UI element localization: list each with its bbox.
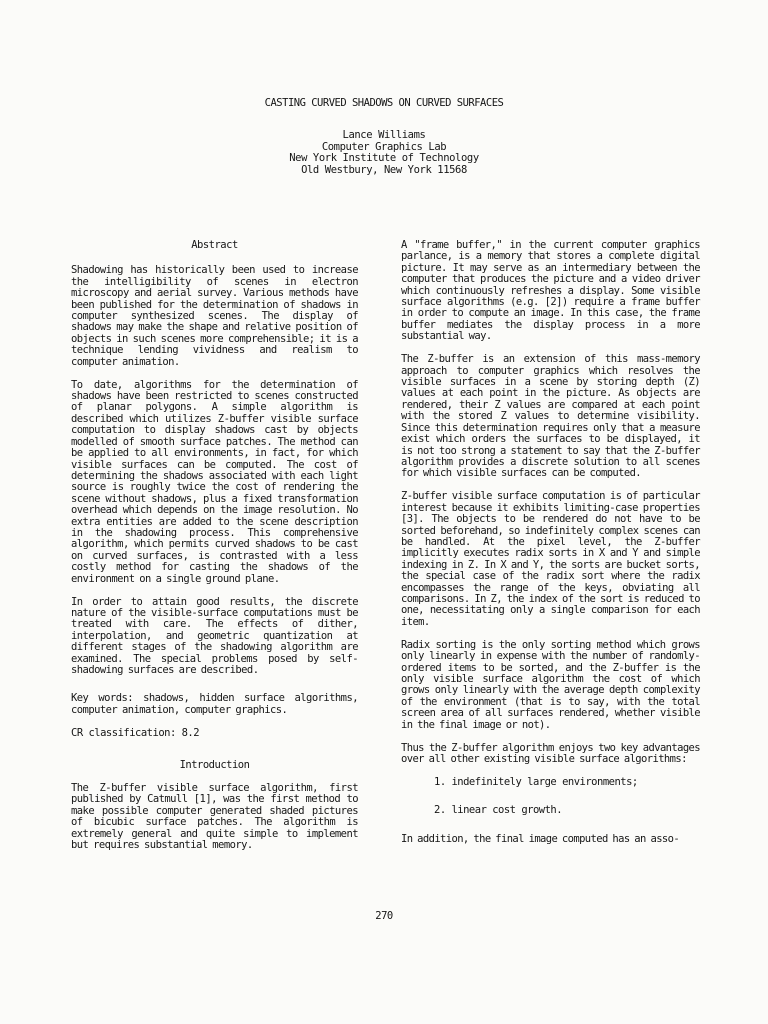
closing-fragment: In addition, the final image computed has an asso- — [401, 832, 680, 845]
body-paragraph: A "frame buffer," in the current computer graphics parlance, is a memory that stores a complete digital picture. It may serve as an intermediary between the computer that produces the picture and a video driver which continuously refreshes a display. Some visible surface algorithms (e.g. [2]) require a frame buffer in order to compute an image. In this case, the frame buffer mediates the display process in a more substantial way. — [401, 239, 700, 343]
author-institution: New York Institute of Technology — [289, 152, 479, 164]
right-column — [401, 240, 700, 857]
author-block — [0, 130, 768, 176]
author-name: Lance Williams — [342, 129, 426, 141]
abstract-paragraph: In order to attain good results, the discrete nature of the visible-surface computations must be treated with care. The effects of dither, interpolation, and geometric quantization at different stages of the shadowing algorithm are examined. The special problems posed by self-shadowing surfaces are described. — [71, 595, 358, 676]
page-number: 270 — [375, 910, 393, 922]
keywords: Key words: shadows, hidden surface algorithms, computer animation, computer graphics. — [71, 692, 358, 716]
body-paragraph: Z-buffer visible surface computation is of particular interest because it exhibits limiting-case properties [3]. The objects to be rendered do not have to be sorted beforehand, so indefinitely complex scenes can be handled. At the pixel level, the Z-buffer implicitly executes radix sorts in X and Y and simple indexing in Z. In X and Y, the sorts are bucket sorts, the special case of the radix sort where the radix encompasses the range of the keys, obviating all comparisons. In Z, the index of the sort is reduced to one, necessitating only a single comparison for each item. — [401, 490, 700, 628]
left-column — [71, 240, 358, 863]
abstract-heading: Abstract — [191, 239, 238, 251]
body-paragraph: The Z-buffer is an extension of this mass-memory approach to computer graphics which resolves the visible surfaces in a scene by storing depth (Z) values at each point in the picture. As objects are rendered, their Z values are compared at each point with the stored Z values to determine visibility. Since this determination requires only that a measure exist which orders the surfaces to be displayed, it is not too strong a statement to say that the Z-buffer algorithm provides a discrete solution to all scenes for which visible surfaces can be computed. — [401, 353, 700, 480]
list-item: 2. linear cost growth. — [434, 804, 563, 817]
author-lab: Computer Graphics Lab — [321, 140, 447, 153]
body-paragraph: Thus the Z-buffer algorithm enjoys two key advantages over all other existing visible surface algorithms: — [401, 741, 700, 766]
list-item: 1. indefinitely large environments; — [434, 776, 638, 789]
paper-title: CASTING CURVED SHADOWS ON CURVED SURFACES — [264, 97, 504, 109]
abstract-paragraph: To date, algorithms for the determination of shadows have been restricted to scenes constructed of planar polygons. A simple algorithm is described which utilizes Z-buffer visible surface computation to display shadows cast by objects modelled of smooth surface patches. The method can be applied to all environments, in fact, for which visible surfaces can be computed. The cost of determining the shadows associated with each light source is roughly twice the cost of rendering the scene without shadows, plus a fixed transformation overhead which depends on the image resolution. No extra entities are added to the scene description in the shadowing process. This comprehensive algorithm, which permits curved shadows to be cast on curved surfaces, is contrasted with a less costly method for casting the shadows of the environment on a single ground plane. — [71, 378, 358, 585]
introduction-heading: Introduction — [179, 758, 250, 771]
body-paragraph: Radix sorting is the only sorting method which grows only linearly in expense with the number of randomly-ordered items to be sorted, and the Z-buffer is the only visible surface algorithm the cost of which grows only linearly with the average depth complexity of the environment (that is to say, with the total screen area of all surfaces rendered, whether visible in the final image or not). — [401, 638, 700, 731]
cr-classification: CR classification: 8.2 — [71, 727, 200, 740]
author-address: Old Westbury, New York 11568 — [301, 163, 467, 176]
abstract-paragraph: Shadowing has historically been used to increase the intelligibility of scenes in electron microscopy and aerial survey. Various methods have been published for the determination of shadows in computer synthesized scenes. The display of shadows may make the shape and relative position of objects in such scenes more comprehensible; it is a technique lending vividness and realism to computer animation. — [71, 264, 358, 368]
introduction-paragraph: The Z-buffer visible surface algorithm, first published by Catmull [1], was the first method to make possible computer generated shaded pictures of bicubic surface patches. The algorithm is extremely general and quite simple to implement but requires substantial memory. — [71, 782, 358, 852]
